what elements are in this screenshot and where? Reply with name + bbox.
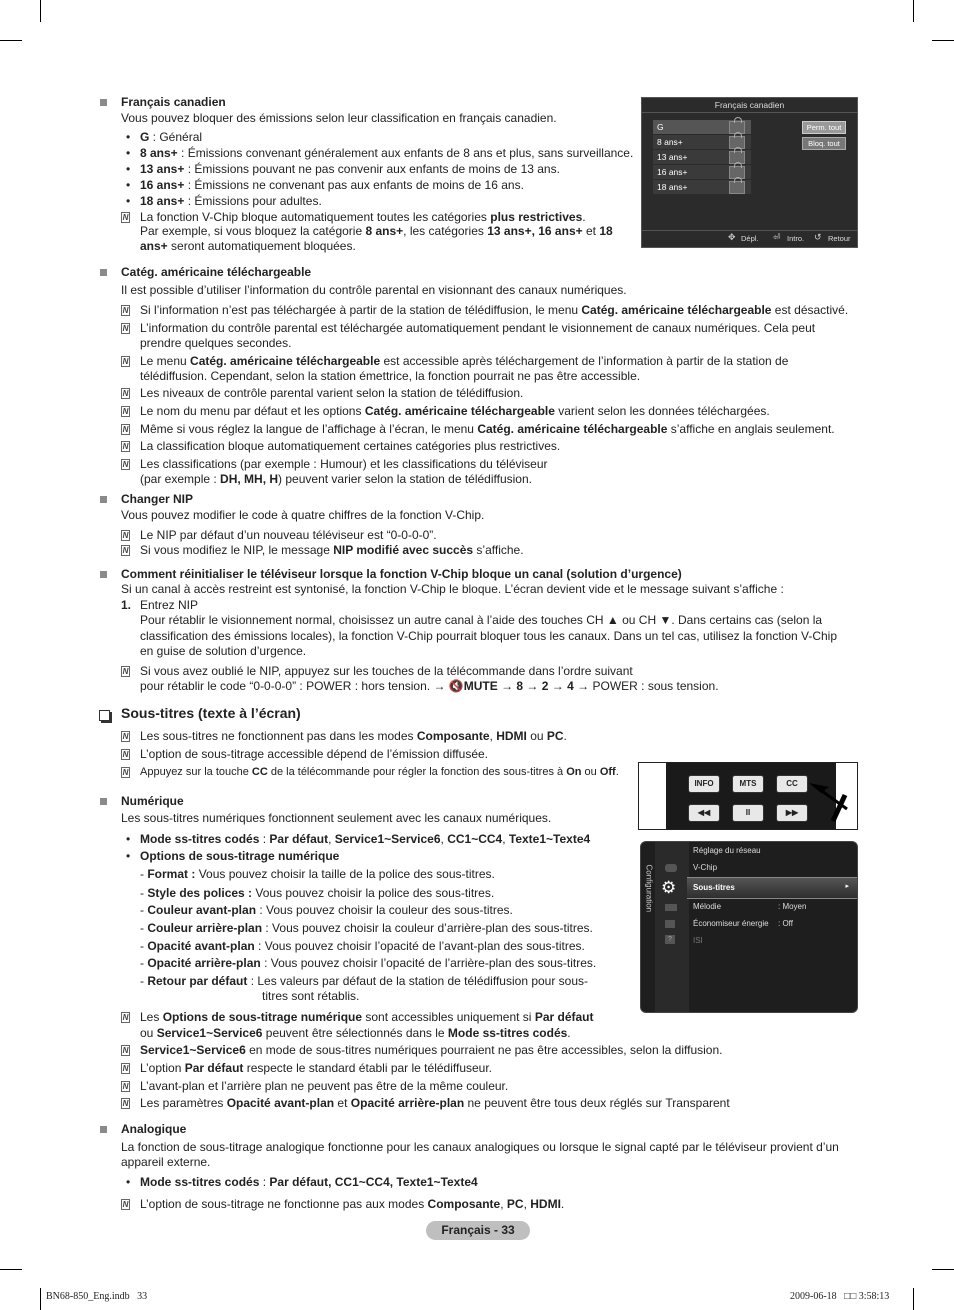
note-text: Par exemple, si vous bloquez la catégorie 8 ans+, les catégories 13 ans+, 16 ans+ et 18 [140,224,613,238]
bullet: • [126,130,131,144]
menu-item-subtitles[interactable] [687,877,857,899]
note-text: Si l’information n’est pas téléchargée à partir de la station de télédiffusion, le menu Catég. américaine téléchargeable est désactivé. [140,303,849,317]
cc-button[interactable]: CC [776,775,808,793]
note-text: Les niveaux de contrôle parental varient selon la station de télédiffusion. [140,386,524,400]
crop-mark [0,40,22,41]
note-icon: N [122,460,129,469]
info-button[interactable]: INFO [688,775,720,793]
crop-mark [0,1269,22,1270]
note-icon: N [122,546,129,555]
crop-mark [932,1269,954,1270]
note-text: ans+ seront automatiquement bloquées. [140,239,356,253]
crop-mark [40,1288,41,1310]
paragraph: Les sous-titres numériques fonctionnent seulement avec les canaux numériques. [121,811,552,825]
square-bullet-icon [100,798,107,805]
dash-item: - Couleur arrière-plan : Vous pouvez choisir la couleur d’arrière-plan des sous-titres. [140,921,593,935]
note-text: L’option Par défaut respecte le standard établi par le télédiffuseur. [140,1061,493,1075]
note-text: prendre quelques secondes. [140,336,292,350]
help-icon: ? [665,935,675,944]
block-all-button[interactable]: Bloq. tout [802,137,846,150]
note-text: ou Service1~Service6 peuvent être sélectionnés dans le Mode ss-titres codés. [140,1026,571,1040]
note-text: (par exemple : DH, MH, H) peuvent varier selon la station de télédiffusion. [140,472,532,486]
list-item: G : Général [140,130,203,144]
crop-mark [932,40,954,41]
note-text: pour rétablir le code “0-0-0-0” : POWER : hors tension. → 🔇MUTE → 8 → 2 → 4 → POWER : sous tension. [140,679,719,693]
osd-row-16[interactable]: 16 ans+ [653,165,751,179]
osd-row-8[interactable]: 8 ans+ [653,135,751,149]
section-title: Catég. américaine téléchargeable [121,265,312,279]
list-item: 18 ans+ : Émissions pour adultes. [140,194,322,208]
nav-enter-icon: ⏎ [773,232,781,242]
section-title: Français canadien [121,95,226,109]
paragraph: Il est possible d’utiliser l’information du contrôle parental en visionnant des canaux numériques. [121,283,627,297]
allow-all-button[interactable]: Perm. tout [802,121,846,134]
note-icon: N [122,768,129,777]
dash-item: - Opacité arrière-plan : Vous pouvez choisir l’opacité de l’arrière-plan des sous-titres. [140,956,597,970]
note-icon: N [122,425,129,434]
menu-item-energy[interactable]: Économiseur énergie [693,919,769,928]
note-icon: N [122,1064,129,1073]
bullet: • [126,194,131,208]
dash-item: - Retour par défaut : Les valeurs par défaut de la station de télédiffusion pour sous- [140,974,589,988]
note-icon: N [122,1200,129,1209]
section-title: Analogique [121,1122,187,1136]
menu-item-network[interactable]: Réglage du réseau [693,846,761,855]
note-icon: N [122,389,129,398]
square-bullet-icon [100,1126,107,1133]
footer-left: BN68-850_Eng.indb 33 [46,1291,148,1302]
osd-side-label: Configuration [644,864,654,913]
list-item: 16 ans+ : Émissions ne convenant pas aux enfants de moins de 16 ans. [140,178,524,192]
note-icon: N [122,667,129,676]
arrow-right-icon: ▸ [845,883,849,890]
note-icon: N [122,324,129,333]
step-text: en guise de solution d’urgence. [140,644,307,658]
nav-return-label: Retour [828,234,851,243]
osd-configuration-menu [640,841,858,1013]
paragraph: La fonction de sous-titrage analogique fonctionne pour les canaux analogiques ou lorsque le signal capté par le téléviseur provient d’un [121,1140,839,1154]
note-text: Les paramètres Opacité avant-plan et Opacité arrière-plan ne peuvent être tous deux réglés sur Transparent [140,1096,730,1110]
list-item: Mode ss-titres codés : Par défaut, Service1~Service6, CC1~CC4, Texte1~Texte4 [140,832,591,846]
square-bullet-icon [100,496,107,503]
note-text: Les classifications (par exemple : Humour) et les classifications du téléviseur [140,457,548,471]
paragraph: appareil externe. [121,1155,211,1169]
bullet: • [126,162,131,176]
note-text: La classification bloque automatiquement certaines catégories plus restrictives. [140,439,561,453]
dash-item: - Style des polices : Vous pouvez choisir la police des sous-titres. [140,886,495,900]
note-icon: N [122,750,129,759]
osd-row-18[interactable]: 18 ans+ [653,180,751,194]
note-text: Le menu Catég. américaine téléchargeable est accessible après téléchargement de l’information à partir de la station de [140,354,789,368]
menu-item-vchip[interactable]: V-Chip [693,863,718,872]
note-text: Les Options de sous-titrage numérique sont accessibles uniquement si Par défaut [140,1010,594,1024]
bullet: • [126,146,131,160]
pause-button[interactable]: II [732,804,764,822]
note-text: télédiffusion. Cependant, selon la station émettrice, la fonction pourrait ne pas être accessible. [140,369,641,383]
note-icon: N [122,1099,129,1108]
note-text: La fonction V-Chip bloque automatiquement toutes les catégories plus restrictives. [140,210,586,224]
note-text: L’option de sous-titrage accessible dépend de l’émission diffusée. [140,747,488,761]
note-text: L’avant-plan et l’arrière plan ne peuvent pas être de la même couleur. [140,1079,509,1093]
menu-icon [665,904,677,911]
menu-item-melody[interactable]: Mélodie [693,902,722,911]
subtitles-label: Sous-titres [693,883,735,892]
menu-icon [665,920,675,928]
note-icon: N [122,442,129,451]
dash-item: titres sont rétablis. [262,989,360,1003]
list-item: 8 ans+ : Émissions convenant généralement aux enfants de 8 ans et plus, sans surveillance. [140,146,634,160]
nav-enter-label: Intro. [787,234,805,243]
note-icon: N [122,732,129,741]
remote-illustration [638,762,858,830]
note-text: Même si vous réglez la langue de l’affichage à l’écran, le menu Catég. américaine téléchargeable s’affiche en anglais seulement. [140,422,835,436]
page-number-label: Français - 33 [426,1221,530,1240]
paragraph: Vous pouvez modifier le code à quatre chiffres de la fonction V-Chip. [121,508,485,522]
dash-item: - Couleur avant-plan : Vous pouvez choisir la couleur des sous-titres. [140,903,513,917]
square-bullet-icon [100,269,107,276]
list-item: Options de sous-titrage numérique [140,849,340,863]
note-text: L’information du contrôle parental est téléchargée automatiquement pendant le visionnement de canaux numériques. Cela peut [140,321,816,335]
osd-row-g[interactable]: G [653,120,751,134]
note-icon: N [122,531,129,540]
melody-value: : Moyen [778,902,807,911]
dash-item: - Opacité avant-plan : Vous pouvez choisir l’opacité de l’avant-plan des sous-titres. [140,939,585,953]
square-bullet-icon [100,571,107,578]
menu-item-isi[interactable]: ISI [693,936,703,945]
nav-move-icon: ✥ [728,232,736,242]
note-text: Les sous-titres ne fonctionnent pas dans les modes Composante, HDMI ou PC. [140,729,567,743]
footer-right: 2009-06-18 □□ 3:58:13 [790,1291,890,1302]
step-number: 1. [121,598,132,612]
rewind-button[interactable]: ◀◀ [688,804,720,822]
note-text: Si vous modifiez le NIP, le message NIP modifié avec succès s’affiche. [140,543,524,557]
step-text: Pour rétablir le visionnement normal, choisissez un autre canal à l’aide des touches CH ▲ ou CH ▼. Dans certains cas (selon la [140,613,823,627]
section-title: Changer NIP [121,492,194,506]
crop-mark [913,1288,914,1310]
note-icon: N [122,357,129,366]
section-heading: Sous-titres (texte à l’écran) [121,705,301,721]
pointer-arrow-icon [805,777,855,823]
osd-canadian-french [641,97,858,248]
note-icon: N [122,306,129,315]
paragraph: Si un canal à accès restreint est syntonisé, la fonction V-Chip le bloque. L’écran devient vide et le message suivant s’affiche : [121,582,784,596]
list-item: 13 ans+ : Émissions pouvant ne pas convenir aux enfants de moins de 13 ans. [140,162,560,176]
note-text: Appuyez sur la touche CC de la télécommande pour régler la fonction des sous-titres à On ou Off. [140,766,619,778]
bullet: • [126,849,131,863]
gear-icon: ⚙ [661,878,677,897]
note-icon: N [122,1013,129,1022]
step-text: classification des émissions locales), la fonction V-Chip pourrait bloquer tous les canaux. Dans un tel cas, utilisez la fonction V-Chip [140,629,838,643]
crop-mark [40,0,41,22]
step-title: Entrez NIP [140,598,199,612]
note-text: L’option de sous-titrage ne fonctionne pas aux modes Composante, PC, HDMI. [140,1197,565,1211]
note-icon: N [122,1082,129,1091]
nav-return-icon: ↺ [814,232,822,242]
section-title: Comment réinitialiser le téléviseur lorsque la fonction V-Chip bloque un canal (solution d’urgence) [121,567,682,581]
note-text: Le NIP par défaut d’un nouveau téléviseur est “0-0-0-0”. [140,528,437,542]
osd-row-13[interactable]: 13 ans+ [653,150,751,164]
bullet: • [126,1175,131,1189]
energy-value: : Off [778,919,793,928]
nav-move-label: Dépl. [741,234,759,243]
note-icon: N [122,407,129,416]
lock-icon [729,181,745,194]
checkbox-bullet-icon [99,710,110,721]
osd-title: Français canadien [714,100,785,110]
note-text: Service1~Service6 en mode de sous-titres numériques pourraient ne pas être accessibles, selon la diffusion. [140,1043,723,1057]
section-title: Numérique [121,794,184,808]
square-bullet-icon [100,99,107,106]
crop-mark [913,0,914,22]
bullet: • [126,178,131,192]
menu-icon [665,864,677,872]
fast-forward-button[interactable]: ▶▶ [776,804,808,822]
note-text: Le nom du menu par défaut et les options Catég. américaine téléchargeable varient selon les données téléchargées. [140,404,770,418]
list-item: Mode ss-titres codés : Par défaut, CC1~CC4, Texte1~Texte4 [140,1175,478,1189]
note-icon: N [122,1046,129,1055]
dash-item: - Format : Vous pouvez choisir la taille de la police des sous-titres. [140,867,495,881]
mts-button[interactable]: MTS [732,775,764,793]
note-text: Si vous avez oublié le NIP, appuyez sur les touches de la télécommande dans l’ordre suivant [140,664,633,678]
bullet: • [126,832,131,846]
note-icon: N [122,213,129,222]
paragraph: Vous pouvez bloquer des émissions selon leur classification en français canadien. [121,111,557,125]
